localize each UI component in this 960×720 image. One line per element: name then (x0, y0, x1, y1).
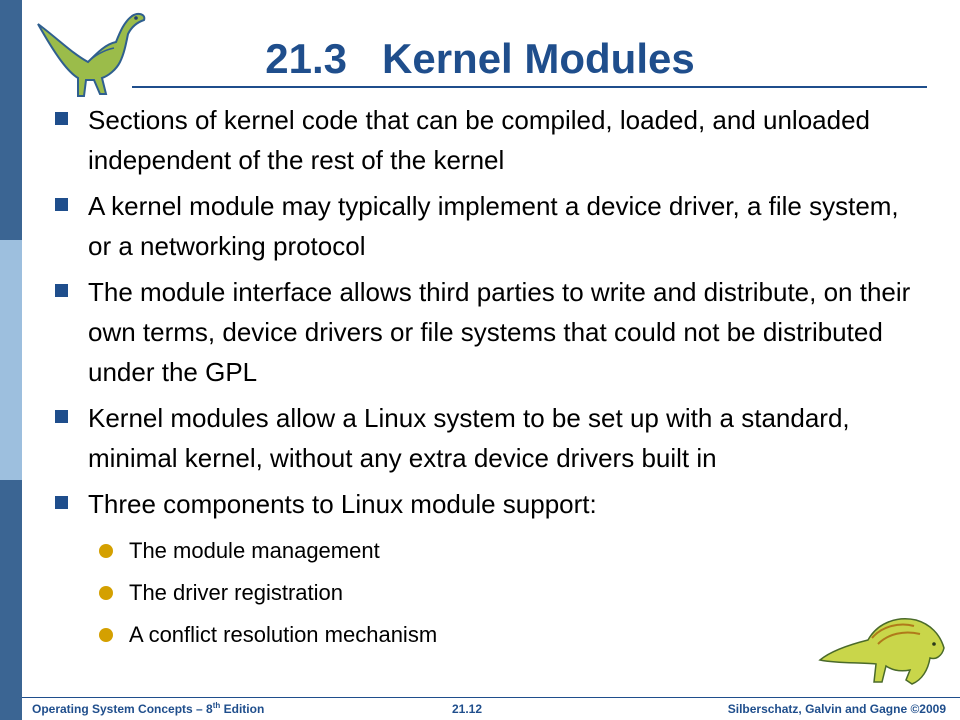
square-bullet-icon (55, 410, 68, 423)
square-bullet-icon (55, 284, 68, 297)
footer-book-title (32, 701, 264, 717)
title-divider (132, 86, 927, 88)
bullet-item (55, 398, 945, 478)
square-bullet-icon (55, 198, 68, 211)
bullet-text: The module interface allows third parties to write and distribute, on their own terms, device drivers or file systems that could not be distributed under the GPL (88, 277, 911, 387)
side-stripe-bottom (0, 480, 22, 720)
bullet-item (55, 484, 945, 524)
side-stripe-middle (0, 240, 22, 480)
sub-bullet-text: A conflict resolution mechanism (129, 622, 438, 647)
square-bullet-icon (55, 112, 68, 125)
footer-copyright: Silberschatz, Galvin and Gagne ©2009 (727, 702, 946, 716)
footer-book-sup: th (212, 701, 221, 710)
square-bullet-icon (55, 496, 68, 509)
bullet-text: Sections of kernel code that can be compiled, loaded, and unloaded independent of the rest of the kernel (88, 105, 870, 175)
footer-page-number: 21.12 (452, 702, 483, 716)
footer-book-prefix: Operating System Concepts – 8 (32, 702, 213, 716)
slide-content (55, 100, 945, 656)
slide-title: 21.3 Kernel Modules (265, 35, 695, 82)
sub-bullet-item (99, 530, 945, 572)
bullet-item (55, 272, 945, 392)
round-bullet-icon (99, 628, 113, 642)
bullet-text: Kernel modules allow a Linux system to be set up with a standard, minimal kernel, without any extra device drivers built in (88, 403, 850, 473)
round-bullet-icon (99, 544, 113, 558)
sub-bullet-item (99, 572, 945, 614)
footer-divider (22, 697, 960, 698)
bullet-item (55, 100, 945, 180)
footer-book-suffix: Edition (220, 702, 265, 716)
sub-bullet-text: The module management (129, 538, 380, 563)
round-bullet-icon (99, 586, 113, 600)
sub-bullet-text: The driver registration (129, 580, 343, 605)
bullet-text: Three components to Linux module support: (88, 489, 597, 519)
bullet-item (55, 186, 945, 266)
bullet-text: A kernel module may typically implement a device driver, a file system, or a networking protocol (88, 191, 899, 261)
sub-bullet-item (99, 614, 945, 656)
